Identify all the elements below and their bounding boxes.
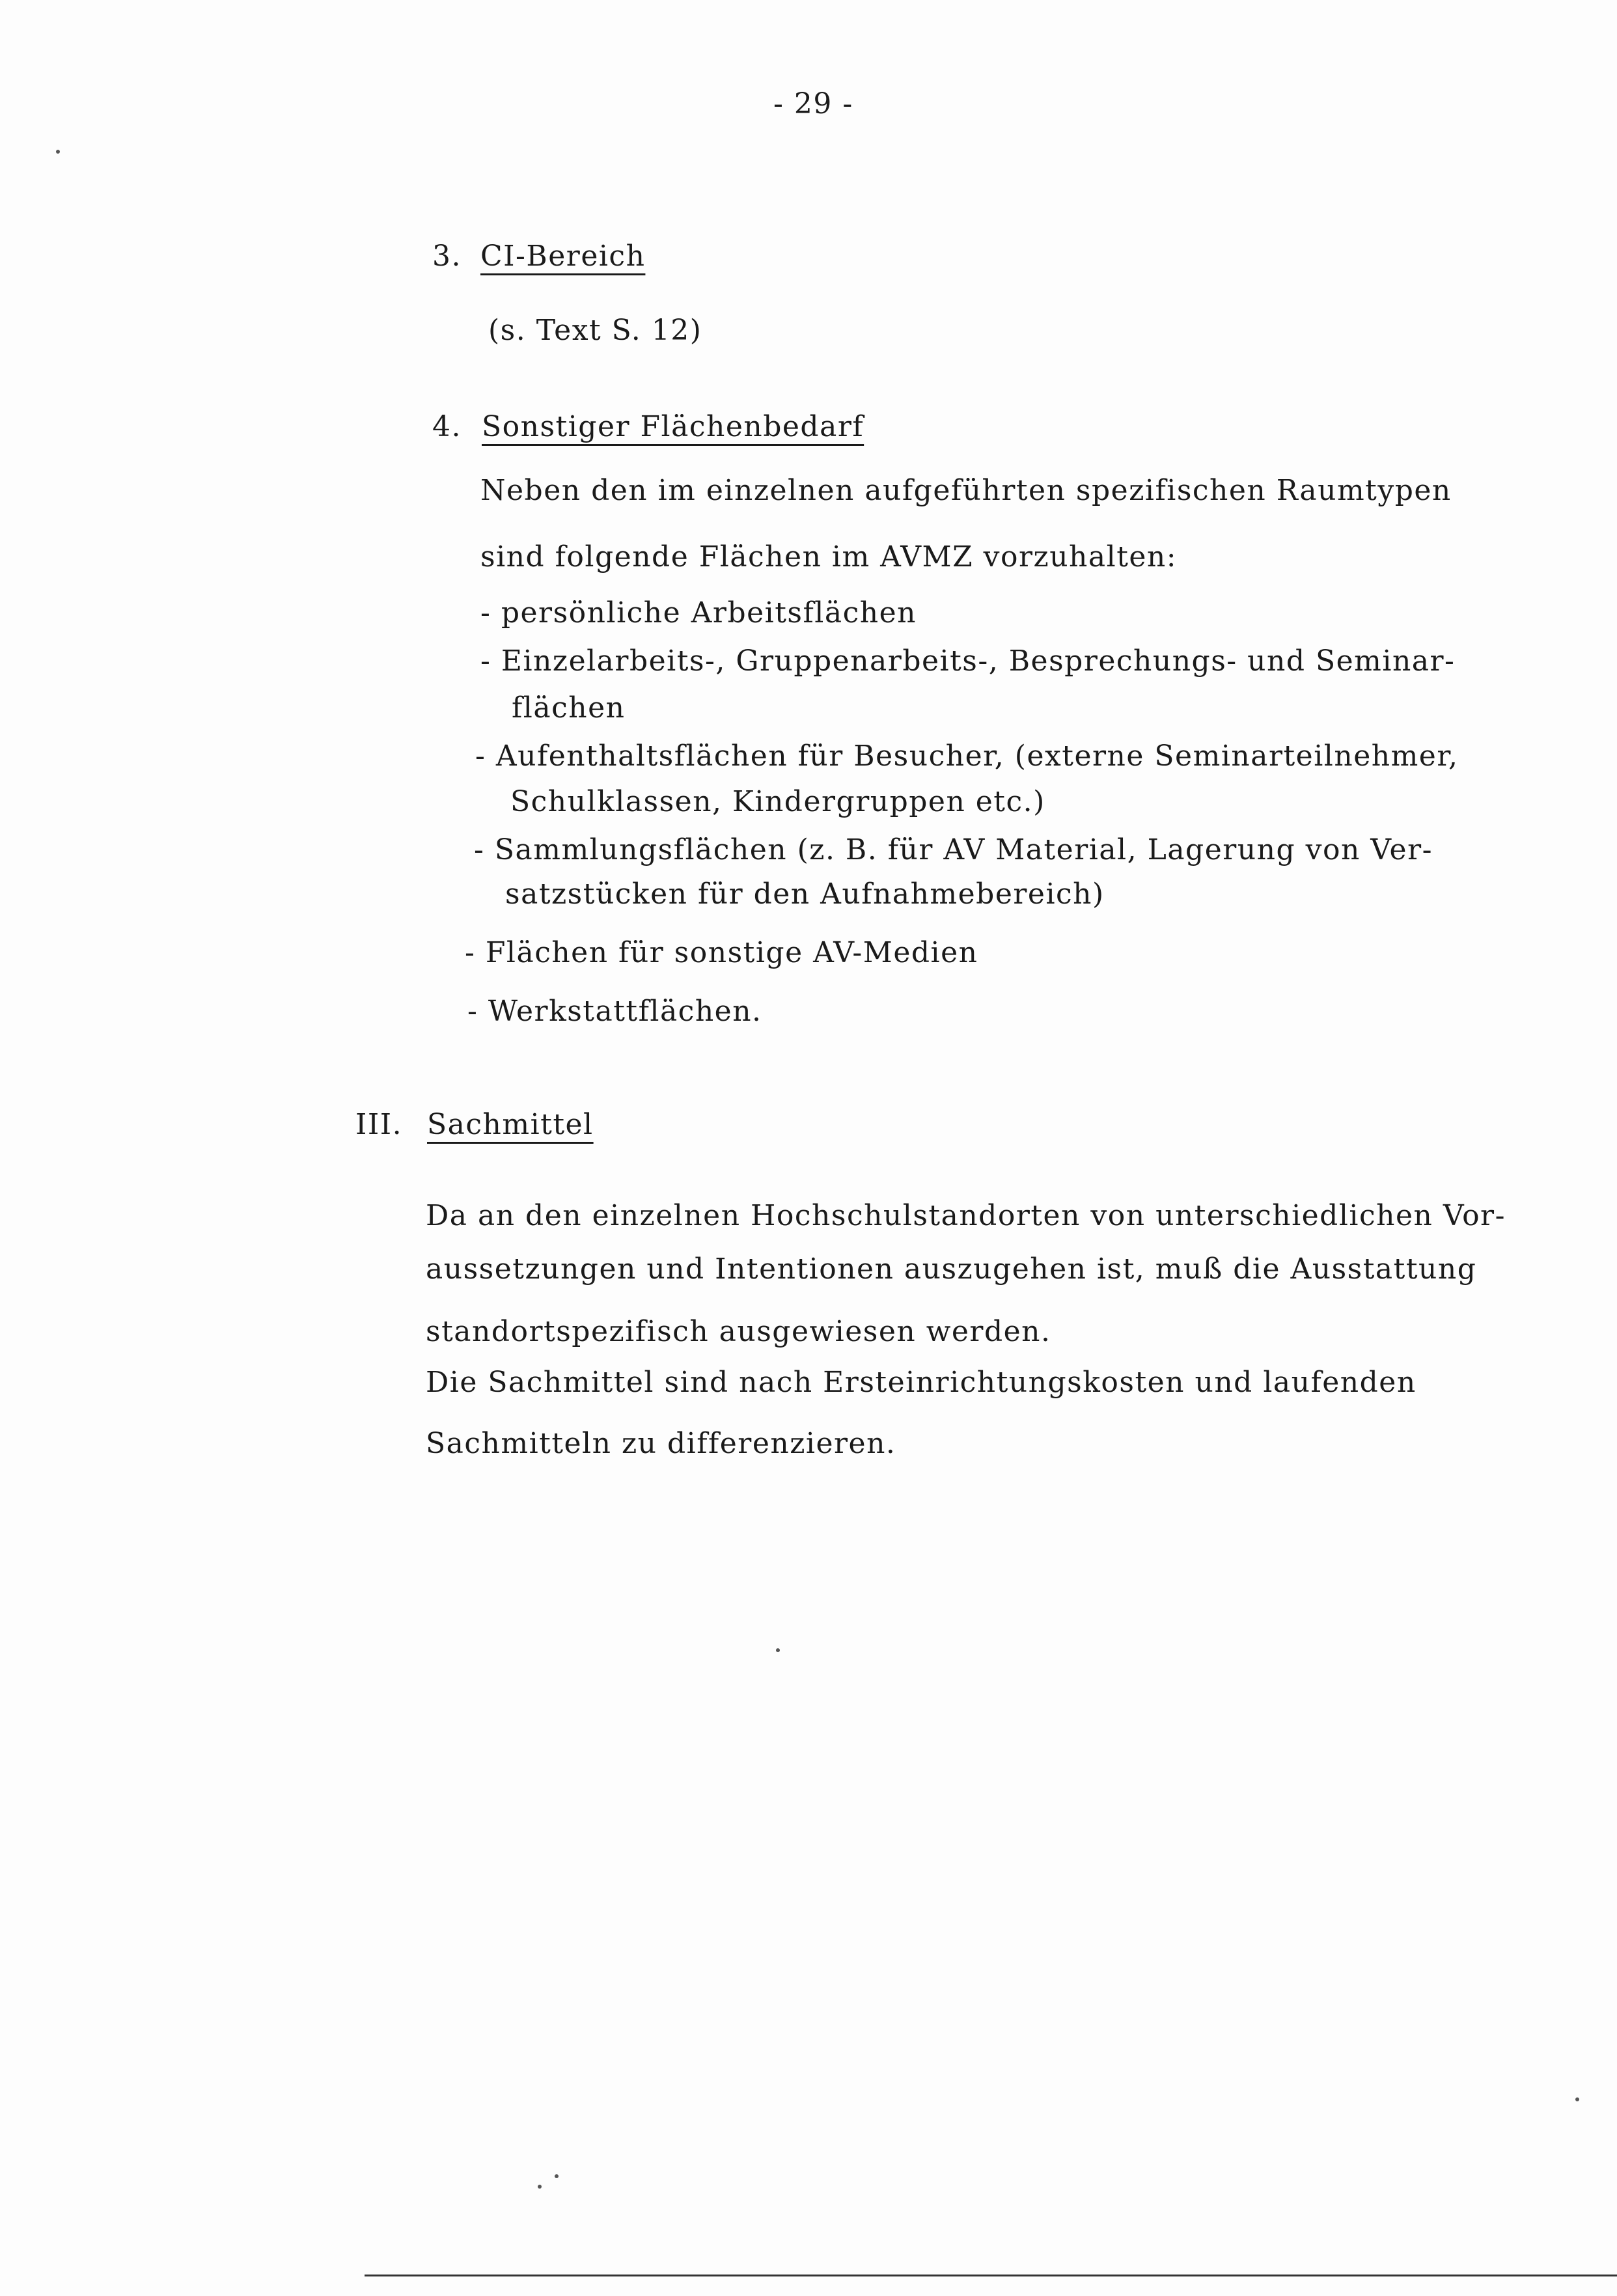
list-item: - Einzelarbeits-, Gruppenarbeits-, Besprechungs- und Seminar-: [480, 644, 1456, 678]
list-item: - Flächen für sonstige AV-Medien: [465, 936, 978, 969]
section-4-heading: Sonstiger Flächenbedarf: [482, 410, 864, 443]
page-number: - 29 -: [773, 87, 853, 120]
list-item: - Sammlungsflächen (z. B. für AV Material, Lagerung von Ver-: [474, 833, 1433, 866]
paragraph-line: Sachmitteln zu differenzieren.: [426, 1427, 896, 1460]
paragraph-line: Da an den einzelnen Hochschulstandorten von unterschiedlichen Vor-: [426, 1199, 1506, 1232]
paragraph-line: Die Sachmittel sind nach Ersteinrichtungskosten und laufenden: [426, 1366, 1417, 1399]
scan-speck: [1575, 2097, 1579, 2101]
list-item-continuation: satzstücken für den Aufnahmebereich): [505, 878, 1105, 911]
list-item-continuation: Schulklassen, Kindergruppen etc.): [510, 785, 1045, 818]
section-III-number: III.: [355, 1108, 403, 1141]
scan-speck: [555, 2174, 559, 2178]
section-4-number: 4.: [432, 410, 462, 443]
scan-speck: [56, 150, 60, 154]
list-item: - Aufenthaltsflächen für Besucher, (externe Seminarteilnehmer,: [475, 740, 1459, 773]
section-3-number: 3.: [432, 240, 462, 273]
section-3-heading: CI-Bereich: [480, 240, 646, 273]
section-4-intro-line-1: Neben den im einzelnen aufgeführten spezifischen Raumtypen: [480, 474, 1452, 507]
bottom-edge-rule: [365, 2275, 1617, 2276]
scan-speck: [776, 1648, 780, 1652]
section-4-intro-line-2: sind folgende Flächen im AVMZ vorzuhalten:: [480, 540, 1178, 574]
paragraph-line: aussetzungen und Intentionen auszugehen ist, muß die Ausstattung: [426, 1252, 1477, 1286]
list-item: - Werkstattflächen.: [467, 995, 762, 1028]
section-3-reference: (s. Text S. 12): [488, 314, 702, 347]
list-item: - persönliche Arbeitsflächen: [480, 596, 917, 629]
section-III-heading: Sachmittel: [427, 1108, 594, 1141]
list-item-continuation: flächen: [512, 691, 626, 725]
scan-speck: [538, 2185, 542, 2189]
paragraph-line: standortspezifisch ausgewiesen werden.: [426, 1315, 1051, 1348]
